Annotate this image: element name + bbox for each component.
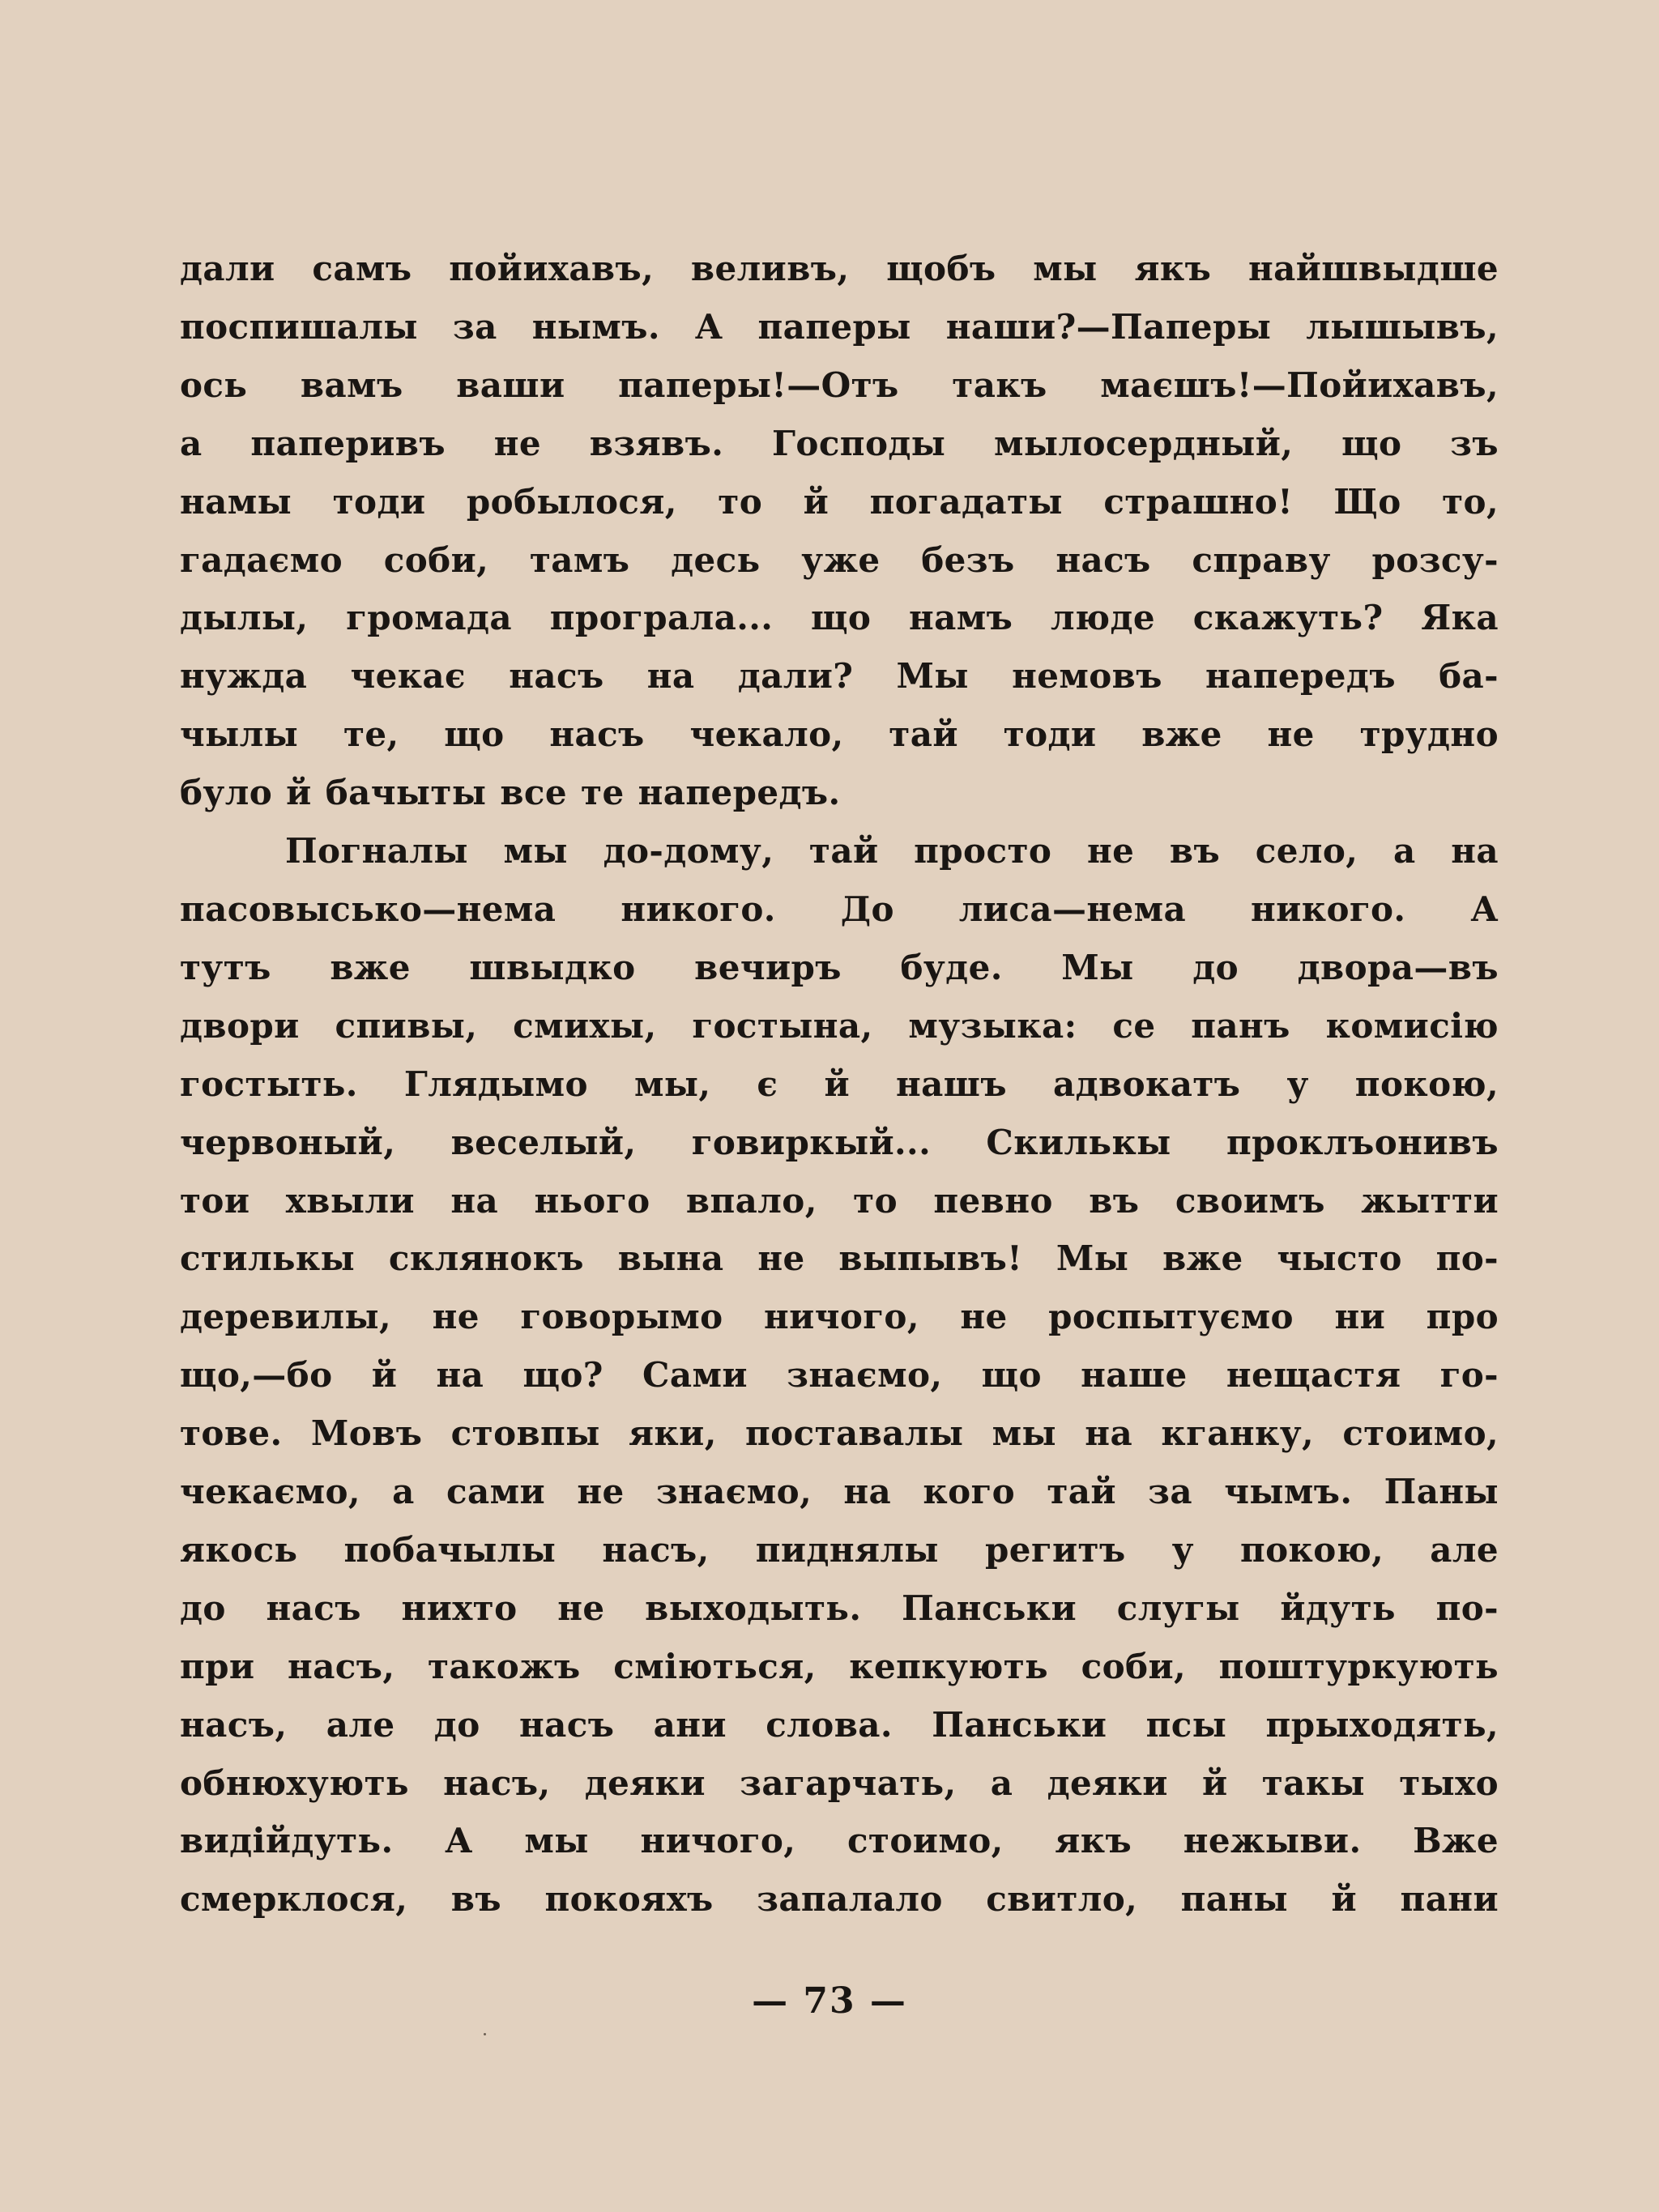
text-line: гостыть. Глядымо мы, є й нашъ адвокатъ у покою, <box>180 1063 1499 1104</box>
text-line: деревилы, не говорымо ничого, не роспытуємо ни про <box>180 1297 1499 1337</box>
print-speck <box>484 2033 486 2035</box>
text-line: червоный, веселый, говиркый... Скилькы проклъонивъ <box>180 1122 1499 1162</box>
text-line: тои хвыли на нього впало, то певно въ своимъ жытти <box>180 1180 1499 1221</box>
text-line: двори спивы, смихы, гостына, музыка: се панъ комисію <box>180 1005 1499 1046</box>
text-line: Погналы мы до-дому, тай просто не въ село, а на <box>285 831 1499 872</box>
text-line: було й бачыты все те напередъ. <box>180 773 841 813</box>
text-line: обнюхують насъ, деяки загарчать, а деяки й такы тыхо <box>180 1762 1499 1803</box>
text-line: тутъ вже швыдко вечиръ буде. Мы до двора—въ <box>180 947 1499 987</box>
text-line: чылы те, що насъ чекало, тай тоди вже не трудно <box>180 714 1499 755</box>
text-line: при насъ, такожъ сміються, кепкують соби, поштуркують <box>180 1646 1499 1686</box>
page-body <box>180 240 1499 2022</box>
text-line: дылы, громада програла... що намъ люде скажуть? Яка <box>180 598 1499 638</box>
text-line: що,—бо й на що? Сами знаємо, що наше нещастя го- <box>180 1355 1499 1396</box>
text-line: стилькы склянокъ вына не выпывъ! Мы вже чысто по- <box>180 1238 1499 1279</box>
text-line: пасовысько—нема никого. До лиса—нема никого. А <box>180 889 1499 929</box>
paragraph-1 <box>180 240 1499 822</box>
text-line: поспишалы за нымъ. А паперы наши?—Паперы лышывъ, <box>180 306 1499 347</box>
text-line: видійдуть. А мы ничого, стоимо, якъ нежыви. Вже <box>180 1821 1499 1861</box>
text-line: чекаємо, а сами не знаємо, на кого тай за чымъ. Паны <box>180 1472 1499 1512</box>
text-line: дали самъ пойихавъ, веливъ, щобъ мы якъ найшвыдше <box>180 249 1499 288</box>
text-block <box>180 240 1499 1929</box>
text-line: якось побачылы насъ, пиднялы регитъ у покою, але <box>180 1529 1499 1570</box>
text-line: до насъ нихто не выходыть. Панськи слугы йдуть по- <box>180 1588 1499 1628</box>
text-line: нужда чекає насъ на дали? Мы немовъ напередъ ба- <box>180 656 1499 697</box>
text-line: насъ, але до насъ ани слова. Панськи псы прыходять, <box>180 1704 1499 1745</box>
text-line: тове. Мовъ стовпы яки, поставалы мы на кганку, стоимо, <box>180 1413 1499 1454</box>
text-line: гадаємо соби, тамъ десь уже безъ насъ справу розсу- <box>180 539 1499 580</box>
text-line: а паперивъ не взявъ. Господы мылосердный, що зъ <box>180 423 1499 463</box>
text-line: намы тоди робылося, то й погадаты страшно! Що то, <box>180 481 1499 522</box>
text-line: ось вамъ ваши паперы!—Отъ такъ маєшъ!—Пойихавъ, <box>180 364 1499 405</box>
text-line: смерклося, въ покояхъ запалало свитло, паны й пани <box>180 1879 1499 1920</box>
page-number: — 73 — <box>752 1980 907 2022</box>
paragraph-2 <box>180 822 1499 1929</box>
